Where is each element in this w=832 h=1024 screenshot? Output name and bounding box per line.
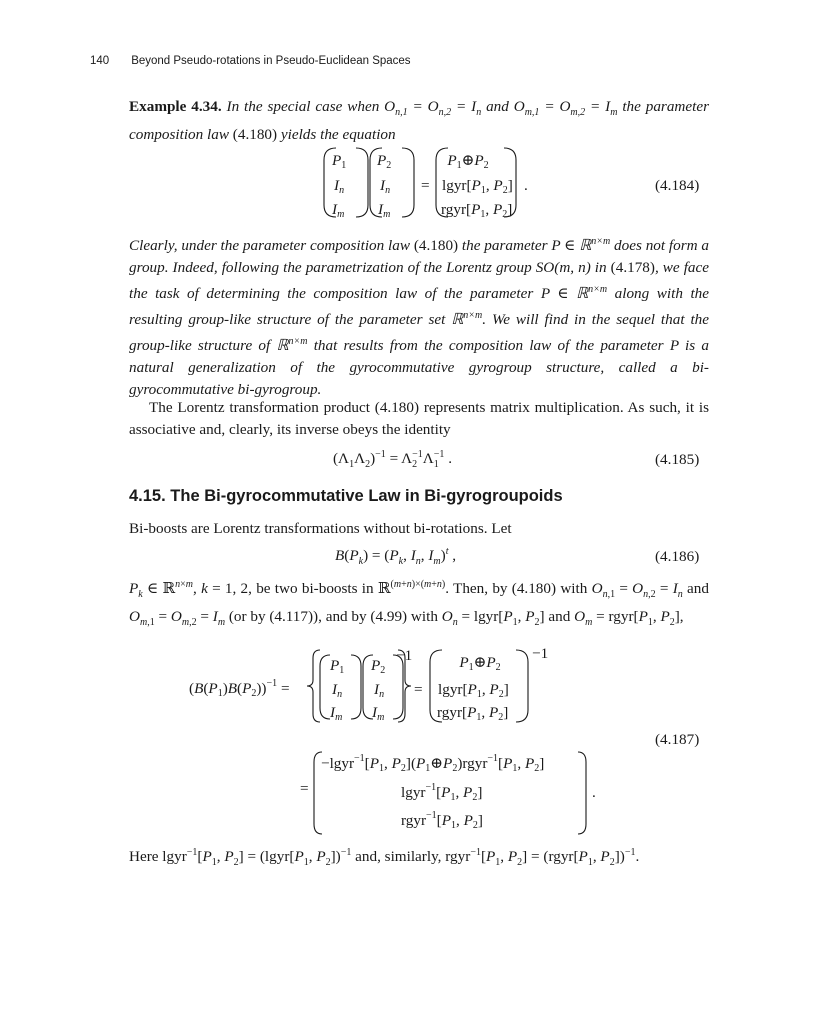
eq187-c1-r3: Im: [330, 704, 343, 723]
eq184-c1-r2: In: [334, 177, 345, 196]
eq184-c1-r3: Im: [332, 201, 345, 220]
final-line: Here $lgyr^{-1}[P_1$, $P_2$] = ($lgyr[P_1$, $P_2])^{-1}$ and, similarly, $rgyr^{-1}[P_1$, $P_2$] = ($rgyr[P_1$, $P_2])^{-1}$.: [129, 847, 640, 869]
eq184-period: .: [524, 177, 528, 194]
page-number: 140: [90, 55, 110, 67]
lorentz-line2: such, it is associative and, clearly, its inverse obeys the identity: [129, 399, 709, 438]
eq184-number: (4.184): [655, 177, 700, 194]
paren187-r4: [578, 752, 586, 834]
eq187-c1-r1: P1: [330, 657, 345, 676]
eq186-number: (4.186): [655, 548, 700, 565]
eq187-c3-r2: lgyr[P1, P2]: [438, 681, 509, 700]
paren187-r1: [351, 655, 361, 719]
biboost-line: Bi-boosts are Lorentz transformations without bi-rotations. Let: [129, 520, 512, 537]
eq184-c3-r2: lgyr[P1, P2]: [442, 177, 513, 196]
eq187-c3-r3: rgyr[P1, P2]: [437, 704, 509, 723]
paren187-r2: [393, 655, 403, 719]
eq187-c1-r2: In: [332, 681, 343, 700]
eq186-formula: $B(P_k) = (P_k$, $I_n$, $I_m)^t$ ,: [335, 546, 457, 568]
brace-exponent: −1: [396, 647, 413, 664]
eq187-c3-r1: P1⊕P2: [459, 654, 501, 673]
eq187-c2-r3: Im: [372, 704, 385, 723]
paren187-r3: [516, 650, 528, 722]
eq184-c2-r2: In: [380, 177, 391, 196]
eq184-c2-r1: P2: [377, 152, 392, 171]
eq187-r2-row3: rgyr$^{-1}$[P1, P2]: [401, 810, 483, 831]
eq184-c1-r1: P1: [332, 152, 347, 171]
eq187-period: .: [592, 784, 596, 801]
eq185-formula: $(\Lambda_1\Lambda_2)^{-1} = \Lambda_2^{-1}\Lambda_1^{-1}$ .: [333, 449, 453, 471]
running-title: Beyond Pseudo-rotations in Pseudo-Euclidean Spaces: [131, 55, 411, 67]
eq187-c2-r2: In: [374, 681, 385, 700]
section-heading: 4.15. The Bi-gyrocommutative Law in Bi-gyrogroupoids: [129, 487, 563, 505]
paren-exponent: −1: [532, 645, 549, 662]
paren187-l1: [320, 655, 330, 719]
eq187-r2-row2: lgyr$^{-1}$[P1, P2]: [401, 782, 483, 803]
eq184-c2-r3: Im: [378, 201, 391, 220]
eq187-number: (4.187): [655, 731, 700, 748]
lorentz-line1: The Lorentz transformation product (4.180) represents matrix multiplication. As: [149, 399, 645, 416]
eq187-equals-2: =: [300, 780, 309, 797]
pk-paragraph: $P_k$ ∈ ℝ$^{n\times m}$, k = 1, 2, be two bi-boosts in ℝ$^{(m+n)\times(m+n)}$. Then, by (4.180) with $O_{n,1} = O_{n,2} = I_n$ and $O_{m,1} = O_{m,2} = I_m$ (or by (4.117)), and by (4.99) with $O_n$ = $lgyr[P_1$, $P_2$] and $O_m$ = $rgyr[P_1$, $P_2$],: [129, 579, 709, 629]
eq187-r2-row1: −lgyr$^{-1}$[P1, P2](P1⊕P2)rgyr$^{-1}$[P1, P2]: [321, 753, 545, 774]
brace-left: [307, 650, 320, 722]
eq184-c3-r1: P1⊕P2: [447, 152, 489, 171]
eq187-equals-1: =: [414, 681, 423, 698]
eq184-c3-r3: rgyr[P1, P2]: [441, 201, 513, 220]
eq185-number: (4.185): [655, 451, 700, 468]
eq184-equals: =: [421, 177, 430, 194]
clearly-paragraph: Clearly, under the parameter composition law (4.180) the parameter P ∈ ℝ$^{n\times m}$ does not form a group. Indeed, following the parametrization of the Lorentz group SO(m, n) in (4.178), we face the task of determining the composition law of the parameter P ∈ ℝ$^{n\times m}$ along with the resulting group-like structure of the parameter set ℝ$^{n\times m}$. We will find in the sequel that the group-like structure of ℝ$^{n\times m}$ that results from the composition law of the parameter P is a natural generalization of the gyrocommutative gyrogroup structure, called a bi-gyrocommutative bi-gyrogroup.: [129, 236, 710, 399]
eq187-c2-r1: P2: [371, 657, 386, 676]
eq187-lhs: $(B(P1)B(P2))^{-1}$ =: [189, 678, 290, 699]
example-label: Example 4.34.: [129, 98, 222, 115]
example-intro: In the special case when $O_{n,1} = O_{n,2} = I_n$ and $O_{m,1} = O_{m,2} = I_m$ the parameter composition law (4.180) yields the equation: [129, 98, 710, 144]
